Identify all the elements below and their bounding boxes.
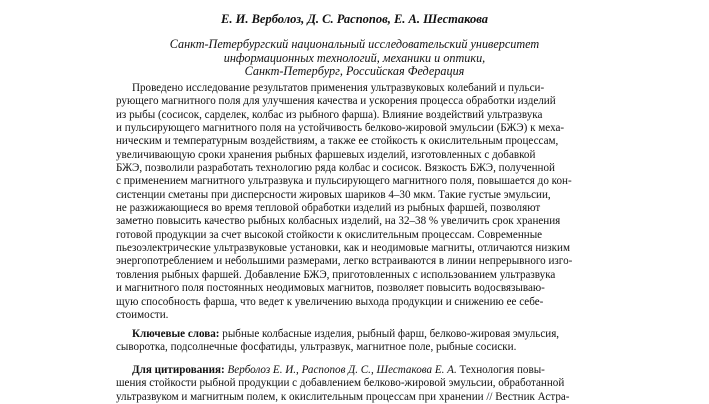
- affiliation-line: Санкт-Петербургский национальный исследовательский университет: [169, 37, 540, 51]
- keywords-section: [116, 328, 590, 355]
- citation-label: Для цитирования:: [132, 364, 225, 376]
- abstract-line: и магнитного поля постоянных неодимовых магнитов, позволяет повысить водосвязываю-: [116, 282, 545, 295]
- abstract-line: готовой продукции за счет высокой стойкости к окислительным процессам. Современные: [116, 228, 543, 241]
- citation-text: Технология повы-: [459, 364, 545, 376]
- citation-line: шения стойкости рыбной продукции с добавлением белково-жировой эмульсии, обработанной: [116, 377, 565, 390]
- abstract-line: стоимости.: [116, 308, 169, 321]
- affiliation-line: информационных технологий, механики и оптики,: [223, 50, 486, 65]
- abstract-line: БЖЭ, позволили разработать технологию ряда колбас и сосисок. Вязкость БЖЭ, полученной: [116, 162, 555, 175]
- abstract-line: систенции сметаны при дисперсности жировых шариков 4–30 мкм. Такие густые эмульсии,: [116, 188, 551, 201]
- citation-line: ультразвуком и магнитным полем, к окислительным процессам при хранении // Вестник Астра-: [116, 390, 570, 403]
- abstract-line: энергопотреблением и небольшими размерами, легко встраиваются в линии непрерывного изго-: [116, 255, 573, 268]
- keywords-label: Ключевые слова:: [132, 328, 220, 340]
- abstract-line: увеличивающую сроки хранения рыбных фаршевых изделий, изготовленных с добавкой: [116, 148, 536, 161]
- abstract-line: ническим и температурным воздействиям, а также ее стойкость к окислительным процессам,: [116, 135, 559, 148]
- citation-section: [116, 364, 590, 404]
- affiliation-line: Санкт-Петербург, Российская Федерация: [244, 64, 465, 79]
- abstract-line: рующего магнитного поля для улучшения качества и ускорения процесса обработки изделий: [116, 95, 556, 108]
- abstract: [116, 82, 590, 322]
- abstract-line: не разжижающиеся во время тепловой обработки изделий из рыбных фаршей, позволяют: [116, 202, 541, 215]
- abstract-line: из рыбы (сосисок, сарделек, колбас из рыбного фарша). Влияние воздействий ультразвука: [116, 108, 543, 121]
- abstract-line: заметно повысить качество рыбных колбасных изделий, на 32–38 % увеличить срок хранения: [116, 215, 561, 228]
- authors: Е. И. Верболоз, Д. С. Распопов, Е. А. Шестакова: [221, 12, 488, 26]
- abstract-line: щую способность фарша, что ведет к увеличению выхода продукции и снижению ее себе-: [116, 295, 544, 308]
- abstract-line: Проведено исследование результатов применения ультразвуковых колебаний и пульси-: [132, 82, 545, 94]
- citation-line: [116, 364, 590, 377]
- keywords-line: [116, 328, 590, 341]
- keywords-line: сыворотка, подсолнечные фосфатиды, ультразвук, магнитное поле, рыбные сосиски.: [116, 341, 517, 354]
- abstract-line: с применением магнитного ультразвука и пульсирующего магнитного поля, повышается до кон-: [116, 175, 572, 188]
- abstract-line: товления рыбных фаршей. Добавление БЖЭ, приготовленных с использованием ультразвука: [116, 268, 556, 281]
- citation-authors: Верболоз Е. И., Распопов Д. С., Шестакова Е. А.: [227, 364, 457, 376]
- affiliation: [0, 38, 709, 79]
- keywords-text: рыбные колбасные изделия, рыбный фарш, белково-жировая эмульсия,: [222, 328, 560, 340]
- abstract-line: и пульсирующего магнитного поля на устойчивость белково-жировой эмульсии (БЖЭ) к меха-: [116, 122, 565, 135]
- abstract-line: пьезоэлектрические ультразвуковые установки, как и неодимовые магниты, отличаются низким: [116, 242, 570, 255]
